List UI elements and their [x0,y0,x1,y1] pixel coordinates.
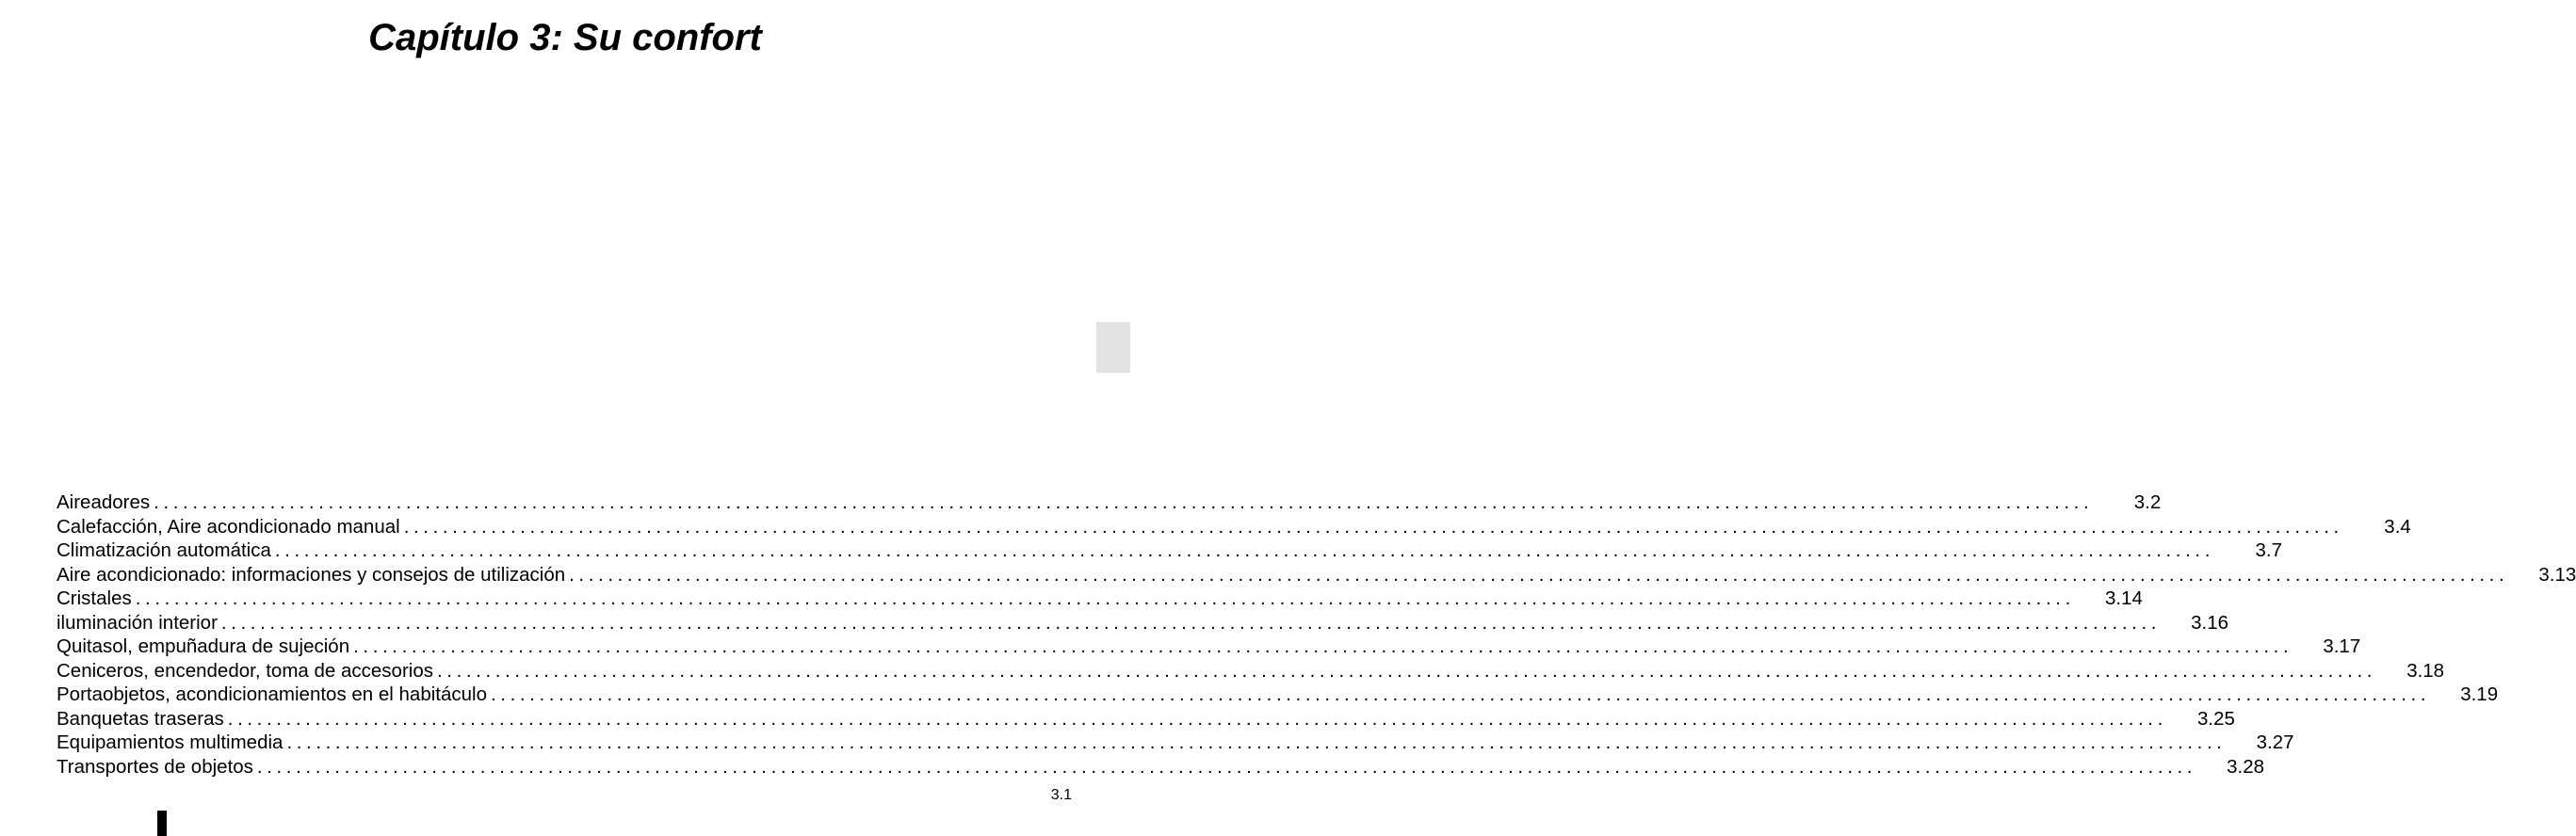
toc-entry[interactable] [57,515,2411,539]
toc-leader-dots: ........................................................................................................................................................................................................ [491,683,2431,705]
toc-entry-page: 3.14 [2104,587,2143,609]
toc-leader-dots: ........................................................................................................................................................................................................ [135,587,2075,609]
toc-entry-page: 3.13 [2538,563,2576,586]
toc-leader-dots: ........................................................................................................................................................................................................ [274,539,2214,561]
toc-entry-page: 3.25 [2196,707,2235,730]
chapter-thumb-tab [1096,322,1130,373]
toc-entry-label: Cristales [57,587,132,609]
toc-entry-label: Climatización automática [57,539,271,561]
toc-leader-dots: ........................................................................................................................................................................................................ [286,732,2227,753]
chapter-title: Capítulo 3: Su confort [368,17,762,58]
toc-entry-label: Aire acondicionado: informaciones y consejos de utilización [57,563,566,586]
toc-entry-label: Banquetas traseras [57,707,224,730]
toc-entry[interactable] [57,563,2576,587]
toc-leader-dots: ........................................................................................................................................................................................................ [227,707,2167,730]
toc-entry-page: 3.28 [2227,755,2265,778]
toc-entry-page: 3.18 [2406,659,2445,682]
toc-entry-page: 3.27 [2256,732,2294,753]
toc-entry-page: 3.19 [2460,683,2499,705]
toc-entry-label: Calefacción, Aire acondicionado manual [57,515,400,538]
toc-entry[interactable] [57,659,2445,683]
margin-marker-bar [157,811,167,836]
toc-entry[interactable] [57,490,2162,515]
toc-entry-label: Portaobjetos, acondicionamientos en el habitáculo [57,683,487,705]
toc-entry[interactable] [57,707,2235,732]
toc-entry[interactable] [57,539,2282,563]
toc-entry-page: 3.16 [2191,611,2229,634]
toc-entry[interactable] [57,731,2294,755]
toc-leader-dots: ........................................................................................................................................................................................................ [436,659,2377,682]
toc-entry[interactable] [57,587,2143,611]
toc-entry[interactable] [57,755,2265,780]
toc-entry-label: iluminación interior [57,611,218,634]
toc-entry-label: Ceniceros, encendedor, toma de accesorios [57,659,433,682]
toc-entry-label: Transportes de objetos [57,755,253,778]
toc-entry-page: 3.7 [2255,539,2282,561]
toc-entry-page: 3.2 [2133,491,2162,513]
toc-entry[interactable] [57,683,2499,707]
toc-leader-dots: ........................................................................................................................................................................................................ [154,491,2094,513]
toc-leader-dots: ........................................................................................................................................................................................................ [220,611,2162,634]
table-of-contents [57,490,2576,779]
toc-entry[interactable] [57,611,2229,635]
toc-leader-dots: ........................................................................................................................................................................................................ [403,515,2343,538]
page-number: 3.1 [1050,787,1072,803]
toc-leader-dots: ........................................................................................................................................................................................................ [256,755,2197,778]
toc-leader-dots: ........................................................................................................................................................................................................ [569,563,2509,586]
toc-entry-page: 3.17 [2323,635,2361,657]
toc-entry-label: Equipamientos multimedia [57,732,284,753]
toc-entry[interactable] [57,635,2361,659]
toc-entry-label: Quitasol, empuñadura de sujeción [57,635,350,657]
toc-entry-page: 3.4 [2384,515,2411,538]
toc-entry-label: Aireadores [57,491,151,513]
toc-leader-dots: ........................................................................................................................................................................................................ [353,635,2293,657]
